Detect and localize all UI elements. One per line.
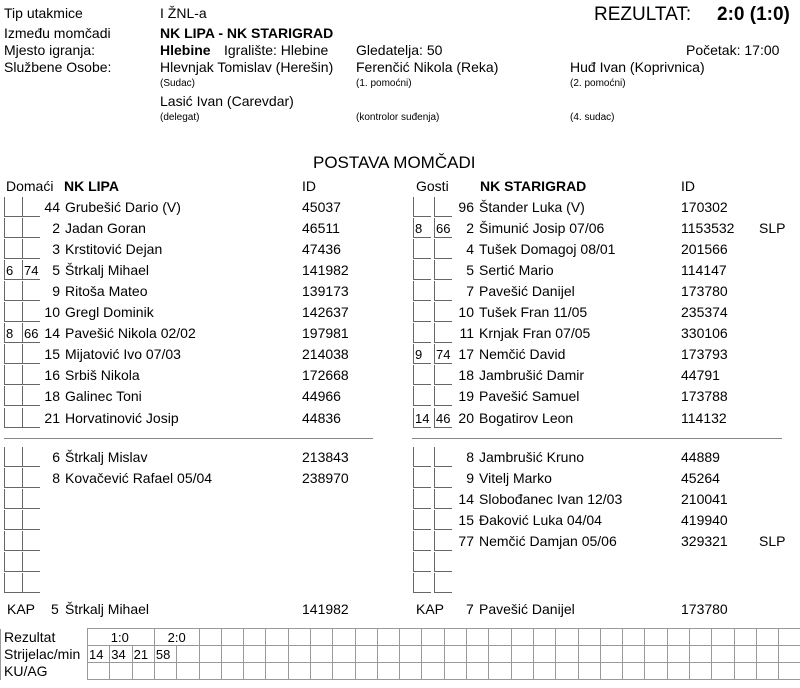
player-number: 8: [466, 449, 474, 465]
scorer-row: [1, 646, 800, 663]
sub-box: [413, 323, 431, 343]
sub-box: [413, 197, 431, 217]
official-name: Huđ Ivan (Koprivnica): [570, 59, 705, 75]
player-name: Grubešić Dario (V): [65, 199, 181, 215]
result-row-label: Rezultat: [1, 629, 88, 646]
away-subs-divider: [412, 438, 782, 439]
player-number: 5: [52, 262, 60, 279]
player-number: 44: [44, 199, 60, 215]
results-grid: [0, 628, 800, 680]
official-role: (delegat): [160, 112, 200, 123]
sub-minute: 66: [436, 221, 451, 237]
player-number: 14: [458, 491, 474, 508]
home-captain-number: 5: [51, 601, 59, 617]
sub-box: [22, 531, 40, 551]
player-name: Tušek Fran 11/05: [479, 304, 588, 321]
away-id-header: ID: [681, 178, 695, 194]
player-id: 114132: [681, 409, 727, 426]
player-id: 44966: [302, 388, 341, 405]
official-role: (kontrolor suđenja): [356, 112, 440, 123]
sub-box: [413, 239, 431, 259]
player-name: Horvatinović Josip: [65, 409, 179, 426]
player-number: 8: [52, 470, 60, 487]
player-note: SLP: [759, 533, 786, 550]
scorer-row-label: Strijelac/min: [1, 646, 88, 663]
player-id: 213843: [302, 449, 349, 465]
away-captain-number: 7: [466, 601, 474, 617]
player-number: 2: [466, 220, 474, 237]
official-role: (1. pomoćni): [356, 78, 412, 89]
sub-box: [413, 468, 431, 488]
player-name: Srbiš Nikola: [65, 367, 140, 384]
player-name: Mijatović Ivo 07/03: [65, 346, 181, 363]
score-cell: 1:0: [110, 629, 155, 646]
player-id: 329321: [681, 533, 728, 550]
sub-box: [22, 552, 40, 572]
player-name: Šimunić Josip 07/06: [479, 220, 605, 237]
player-number: 19: [458, 388, 474, 405]
player-number: 21: [44, 409, 60, 426]
sub-out-number: 8: [415, 221, 423, 237]
sub-box: [413, 489, 431, 509]
teams-value: NK LIPA - NK STARIGRAD: [160, 25, 334, 41]
player-id: 44791: [681, 367, 720, 384]
player-number: 15: [458, 512, 474, 529]
player-name: Pavešić Nikola 02/02: [65, 325, 196, 342]
home-captain-name: Štrkalj Mihael: [65, 601, 150, 617]
official-role: (2. pomoćni): [570, 78, 626, 89]
away-captain-name: Pavešić Danijel: [479, 601, 575, 617]
player-id: 44889: [681, 449, 720, 465]
pitch-value: Igralište: Hlebine: [224, 42, 329, 58]
player-number: 5: [466, 262, 474, 279]
score-cell: 2:0: [154, 629, 199, 646]
sub-box: [413, 447, 431, 467]
home-team-name: NK LIPA: [64, 178, 119, 194]
player-number: 17: [458, 346, 474, 363]
player-name: Ritoša Mateo: [65, 283, 148, 300]
away-team-name: NK STARIGRAD: [480, 178, 587, 194]
player-id: 46511: [302, 220, 340, 237]
official-role: (Sudac): [160, 78, 196, 89]
player-name: Pavešić Danijel: [479, 283, 575, 300]
player-name: Kovačević Rafael 05/04: [65, 470, 213, 487]
sub-box: [413, 510, 431, 530]
player-number: 9: [52, 283, 60, 300]
match-type-value: I ŽNL-a: [160, 5, 207, 21]
sub-box: [413, 552, 431, 572]
scorer-cell: 14: [88, 646, 110, 663]
official-name: Ferenčić Nikola (Reka): [356, 59, 499, 75]
player-number: 6: [52, 449, 60, 465]
ku-ag-row-label: KU/AG: [1, 663, 88, 680]
lineup-title: POSTAVA MOMČADI: [313, 153, 476, 172]
sub-out-number: 14: [415, 410, 430, 426]
sub-box: [413, 260, 431, 280]
kickoff-value: Početak: 17:00: [686, 42, 780, 58]
home-id-header: ID: [302, 178, 316, 194]
player-id: 173788: [681, 388, 728, 405]
player-id: 214038: [302, 346, 349, 363]
player-name: Jadan Goran: [65, 220, 146, 237]
player-number: 15: [44, 346, 60, 363]
sub-box: [4, 510, 22, 530]
away-side-label: Gosti: [416, 178, 449, 194]
venue-value: Hlebine: [160, 42, 211, 58]
player-number: 18: [44, 388, 60, 405]
player-id: 170302: [681, 199, 728, 215]
player-id: 197981: [302, 325, 349, 342]
player-name: Nemčić Damjan 05/06: [479, 533, 617, 550]
player-number: 11: [459, 325, 474, 342]
sub-box: [4, 531, 22, 551]
scorer-cell: 21: [132, 646, 154, 663]
player-name: Tušek Domagoj 08/01: [479, 241, 616, 258]
result-value: 2:0 (1:0): [717, 4, 790, 25]
player-number: 18: [458, 367, 474, 384]
player-id: 201566: [681, 241, 728, 258]
sub-box: [4, 552, 22, 572]
player-id: 235374: [681, 304, 728, 321]
player-id: 238970: [302, 470, 349, 487]
home-captain-id: 141982: [302, 601, 349, 617]
player-name: Đaković Luka 04/04: [479, 512, 602, 529]
player-number: 96: [458, 199, 474, 215]
sub-box: [413, 386, 431, 406]
player-number: 9: [466, 470, 474, 487]
player-name: Vitelj Marko: [479, 470, 552, 487]
player-name: Slobođanec Ivan 12/03: [479, 491, 623, 508]
official-name: Hlevnjak Tomislav (Herešin): [160, 59, 334, 75]
sub-out-number: 6: [6, 263, 14, 279]
player-name: Štrkalj Mislav: [65, 449, 148, 465]
sub-out-number: 9: [415, 347, 423, 363]
player-name: Galinec Toni: [65, 388, 142, 405]
sub-minute: 74: [24, 263, 39, 279]
player-name: Bogatirov Leon: [479, 409, 574, 426]
match-type-label: Tip utakmice: [4, 5, 83, 21]
sub-minute: 66: [24, 326, 39, 342]
away-captain-id: 173780: [681, 601, 728, 617]
sub-box: [434, 552, 452, 572]
sub-box: [22, 573, 40, 593]
sub-box: [4, 573, 22, 593]
player-id: 47436: [302, 241, 341, 258]
player-name: Gregl Dominik: [65, 304, 154, 321]
player-id: 210041: [681, 491, 728, 508]
player-number: 77: [458, 533, 474, 550]
player-name: Jambrušić Damir: [479, 367, 585, 384]
result-label: REZULTAT:: [594, 4, 692, 25]
officials-label: Službene Osobe:: [4, 59, 112, 75]
player-id: 419940: [681, 512, 728, 529]
sub-minute: 46: [436, 410, 451, 426]
player-name: Štrkalj Mihael: [65, 262, 150, 279]
sub-box: [22, 489, 40, 509]
player-number: 10: [458, 304, 474, 321]
player-id: 45264: [681, 470, 720, 487]
scorer-minute-cell: 58: [154, 646, 176, 663]
official-name: Lasić Ivan (Carevdar): [160, 93, 294, 109]
player-number: 4: [466, 241, 474, 258]
player-number: 3: [52, 241, 60, 258]
sub-box: [434, 573, 452, 593]
player-id: 172668: [302, 367, 349, 384]
player-id: 142637: [302, 304, 349, 321]
player-number: 10: [44, 304, 60, 321]
attendance-value: Gledatelja: 50: [356, 42, 443, 58]
player-id: 173780: [681, 283, 728, 300]
official-role: (4. sudac): [570, 112, 615, 123]
player-id: 44836: [302, 409, 341, 426]
player-name: Štander Luka (V): [479, 199, 585, 215]
player-id: 173793: [681, 346, 728, 363]
player-name: Nemčić David: [479, 346, 566, 363]
player-name: Sertić Mario: [479, 262, 554, 279]
result-row: [1, 629, 800, 646]
home-subs-divider: [4, 438, 373, 439]
player-number: 16: [44, 367, 60, 384]
home-side-label: Domaći: [6, 178, 54, 194]
sub-box: [413, 531, 431, 551]
scorer-minute-cell: 34: [110, 646, 132, 663]
venue-label: Mjesto igranja:: [4, 42, 96, 58]
sub-box: [413, 573, 431, 593]
sub-box: [413, 302, 431, 322]
player-number: 20: [458, 409, 474, 426]
player-id: 330106: [681, 325, 728, 342]
sub-out-number: 8: [6, 326, 14, 342]
away-captain-label: KAP: [416, 601, 445, 617]
player-name: Krnjak Fran 07/05: [479, 325, 591, 342]
player-id: 139173: [302, 283, 349, 300]
teams-label: Između momčadi: [4, 25, 111, 41]
sub-minute: 74: [436, 347, 451, 363]
ku-ag-row: [1, 663, 800, 680]
player-name: Krstitović Dejan: [65, 241, 163, 258]
player-name: Jambrušić Kruno: [479, 449, 585, 465]
player-number: 14: [44, 325, 60, 342]
player-number: 7: [466, 283, 474, 300]
sub-box: [413, 281, 431, 301]
home-captain-label: KAP: [7, 601, 36, 617]
player-id: 141982: [302, 262, 349, 279]
player-id: 1153532: [681, 220, 735, 237]
player-id: 45037: [302, 199, 341, 215]
player-note: SLP: [759, 220, 786, 237]
player-name: Pavešić Samuel: [479, 388, 580, 405]
sub-box: [413, 365, 431, 385]
player-number: 2: [52, 220, 60, 237]
sub-box: [22, 510, 40, 530]
player-id: 114147: [681, 262, 727, 279]
sub-box: [4, 489, 22, 509]
